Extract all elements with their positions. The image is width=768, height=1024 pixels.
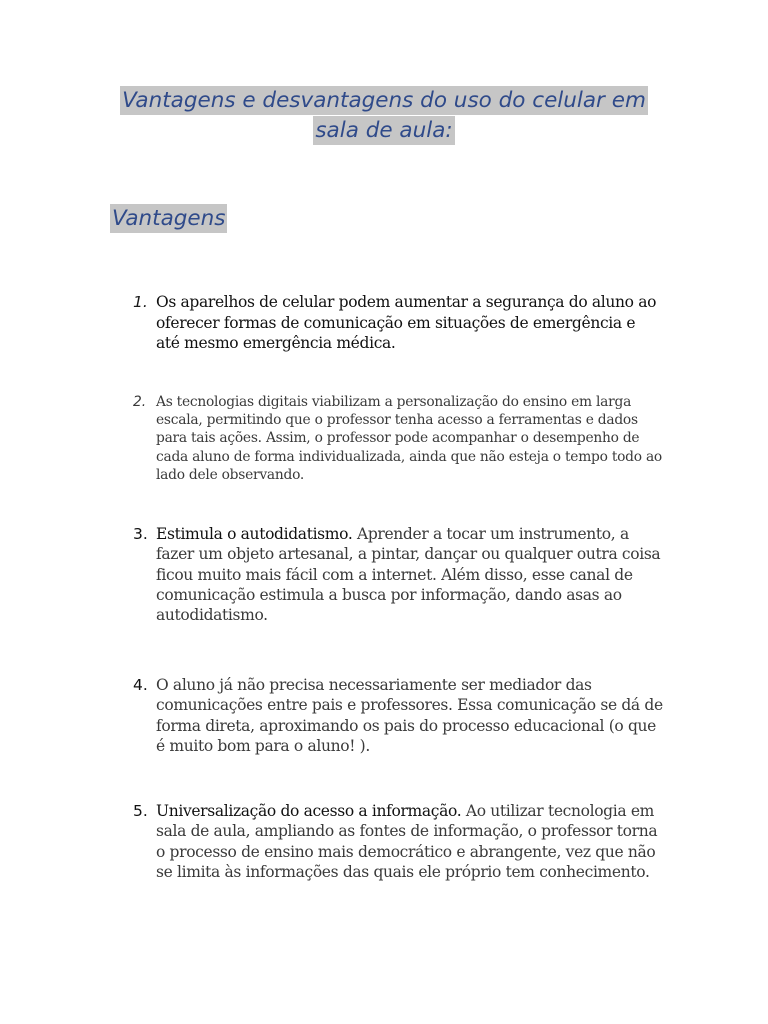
list-item [133,393,663,484]
section-heading: Vantagens [112,206,226,231]
list-item-text: Ao utilizar tecnologia em sala de aula, ampliando as fontes de informação, o professor torna o processo de ensino mais democrático e abrangente, vez que não se limita às informações das quais ele próprio tem conhecimento. [156,802,658,881]
list-item-text: Os aparelhos de celular podem aumentar a segurança do aluno ao oferecer formas de comunicação em situações de emergência e até mesmo emergência médica. [156,293,657,352]
list-number: 5. [133,802,148,820]
list-item [133,524,663,625]
list-item [133,292,663,354]
list-item [133,675,663,756]
title-line-1: Vantagens e desvantagens do uso do celular em [122,88,646,113]
title-line-2: sala de aula: [315,118,453,143]
list-item-lead: Universalização do acesso a informação. [156,802,462,820]
list-item-text: O aluno já não precisa necessariamente ser mediador das comunicações entre pais e professores. Essa comunicação se dá de forma direta, aproximando os pais do processo educacional (o que é muito bom para o aluno! ). [156,676,663,755]
list-item-lead: Estimula o autodidatismo. [156,525,353,543]
list-number: 2. [133,394,147,410]
list-item-text: Aprender a tocar um instrumento, a fazer um objeto artesanal, a pintar, dançar ou qualquer outra coisa ficou muito mais fácil com a internet. Além disso, esse canal de comunicação estimula a busca por informação, dando asas ao autodidatismo. [156,525,661,625]
list-item [133,801,663,882]
list-number: 3. [133,525,148,543]
list-item-text: As tecnologias digitais viabilizam a personalização do ensino em larga escala, permitindo que o professor tenha acesso a ferramentas e dados para tais ações. Assim, o professor pode acompanhar o desempenho de cada aluno de forma individualizada, ainda que não esteja o tempo todo ao lado dele observando. [156,394,662,483]
list-number: 4. [133,676,148,694]
document-title [0,86,768,146]
list-number: 1. [133,293,148,311]
list-item-body [156,524,663,625]
list-item-body [156,801,663,882]
